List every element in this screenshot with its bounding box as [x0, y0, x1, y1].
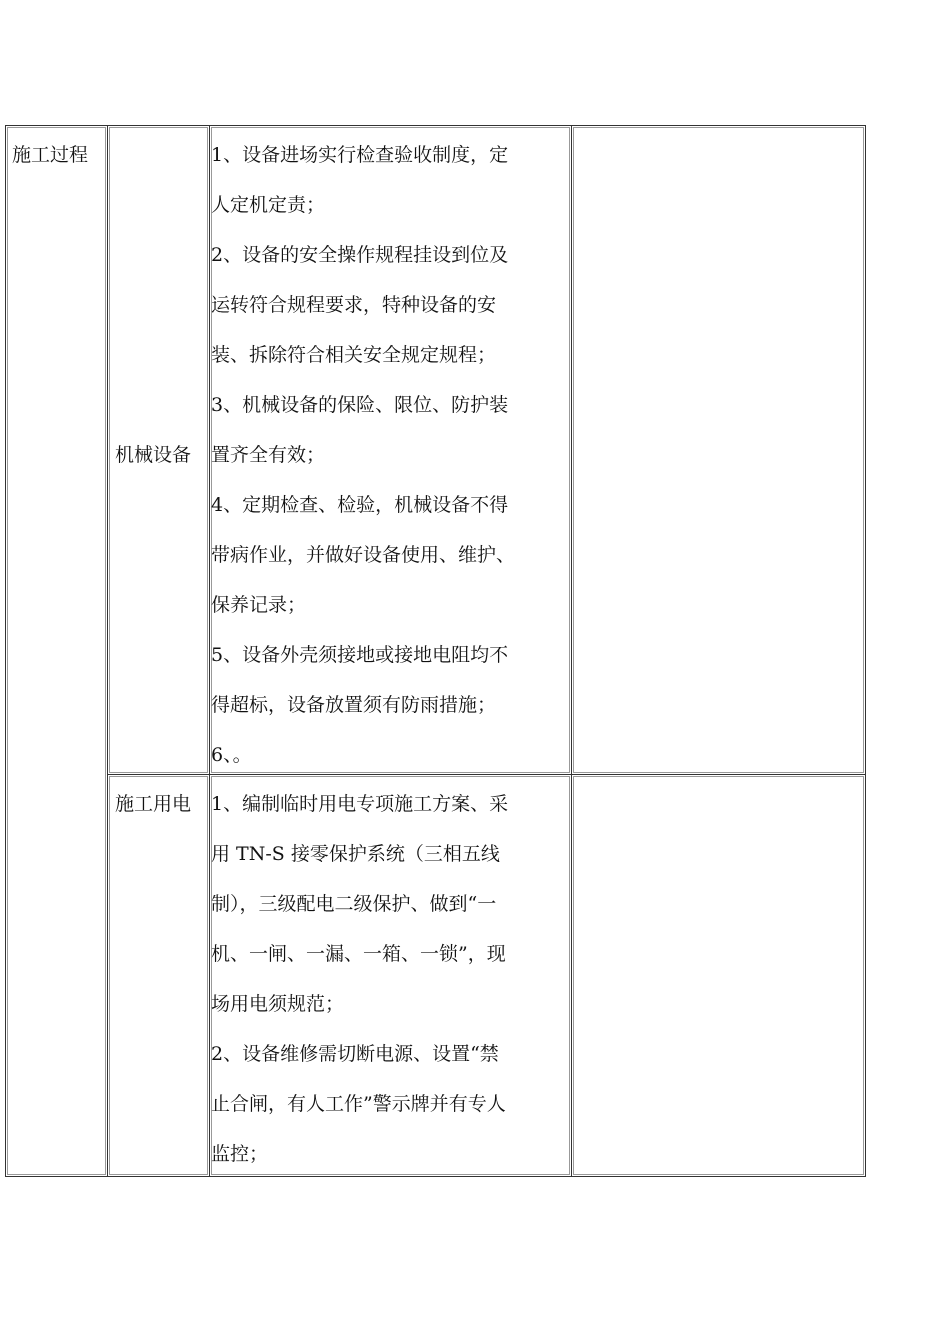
requirement-line: 1、设备进场实行检查验收制度，定	[211, 144, 509, 166]
item-cell-electricity	[107, 774, 210, 1177]
requirement-line: 4、定期检查、检验，机械设备不得	[211, 494, 509, 516]
item-label-electricity: 施工用电	[115, 793, 192, 815]
requirement-line: 用 TN-S 接零保护系统（三相五线	[211, 843, 500, 865]
requirement-line: 6、。	[211, 744, 252, 766]
requirement-line: 1、编制临时用电专项施工方案、采	[211, 793, 509, 815]
requirement-line: 场用电须规范；	[211, 993, 345, 1015]
requirement-line: 2、设备维修需切断电源、设置“禁	[211, 1043, 499, 1065]
inspection-table	[5, 125, 866, 1177]
requirements-electricity	[211, 779, 508, 1179]
remark-cell-electricity	[571, 774, 866, 1177]
requirement-line: 制），三级配电二级保护、做到“一	[211, 893, 497, 915]
requirement-line: 机、一闸、一漏、一箱、一锁”，现	[211, 943, 506, 965]
category-label: 施工过程	[12, 144, 89, 166]
category-cell	[5, 125, 108, 1177]
item-label-machinery: 机械设备	[115, 444, 192, 466]
requirement-line: 置齐全有效；	[211, 444, 326, 466]
requirement-line: 得超标，设备放置须有防雨措施；	[211, 694, 497, 716]
requirement-line: 3、机械设备的保险、限位、防护装	[211, 394, 509, 416]
requirement-line: 监控；	[211, 1143, 269, 1165]
requirement-line: 止合闸，有人工作”警示牌并有专人	[211, 1093, 506, 1115]
requirement-line: 保养记录；	[211, 594, 307, 616]
remark-cell-machinery	[571, 125, 866, 775]
requirement-line: 2、设备的安全操作规程挂设到位及	[211, 244, 509, 266]
requirements-machinery	[211, 130, 515, 780]
requirement-line: 5、设备外壳须接地或接地电阻均不	[211, 644, 509, 666]
requirement-line: 运转符合规程要求，特种设备的安	[211, 294, 497, 316]
requirement-line: 带病作业，并做好设备使用、维护、	[211, 544, 516, 566]
requirement-line: 人定机定责；	[211, 194, 326, 216]
requirement-line: 装、拆除符合相关安全规定规程；	[211, 344, 497, 366]
